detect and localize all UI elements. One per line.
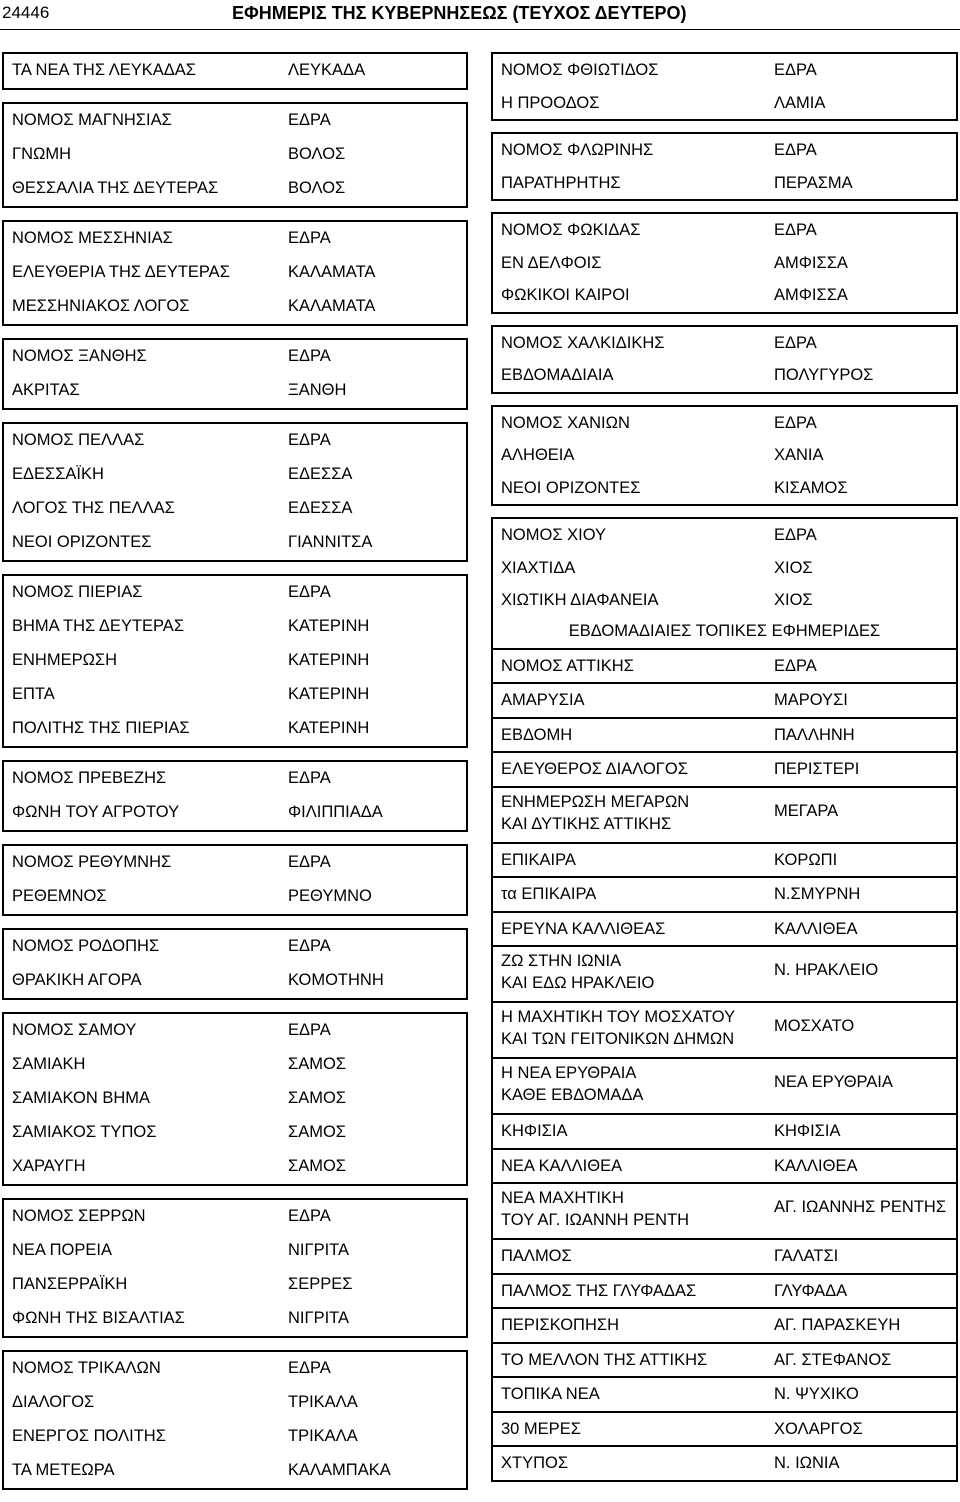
newspaper-location: ΕΔΡΑ [774, 61, 817, 79]
newspaper-name: ΑΜΑΡΥΣΙΑ [501, 691, 585, 709]
section-heading-row [493, 617, 956, 648]
newspaper-location: ΕΔΡΑ [288, 853, 331, 871]
newspaper-location: ΝΙΓΡΙΤΑ [288, 1309, 350, 1327]
newspaper-name: ΝΟΜΟΣ ΧΑΛΚΙΔΙΚΗΣ [501, 333, 665, 352]
table-row [4, 1268, 466, 1302]
newspaper-name: ΣΑΜΙΑΚΗ [12, 1055, 86, 1073]
newspaper-name: ΘΡΑΚΙΚΗ ΑΓΟΡΑ [12, 971, 142, 989]
newspaper-location: ΠΕΡΙΣΤΕΡΙ [774, 760, 860, 778]
newspaper-name: ΝΟΜΟΣ ΦΛΩΡΙΝΗΣ [501, 141, 654, 159]
newspaper-location: ΣΑΜΟΣ [288, 1089, 346, 1107]
newspaper-name: ΧΑΡΑΥΓΗ [12, 1157, 86, 1175]
newspaper-name: ΝΟΜΟΣ ΑΤΤΙΚΗΣ [501, 656, 634, 675]
page-title: ΕΦΗΜΕΡΙΣ ΤΗΣ ΚΥΒΕΡΝΗΣΕΩΣ (ΤΕΥΧΟΣ ΔΕΥΤΕΡΟ) [232, 3, 687, 23]
table-row [493, 682, 956, 717]
prefecture-block [2, 844, 468, 916]
newspaper-name: ΠΑΛΜΟΣ [501, 1247, 572, 1265]
header-rule [0, 29, 960, 30]
table-row [493, 327, 956, 360]
newspaper-name: ΓΝΩΜΗ [12, 145, 71, 163]
newspaper-name: ΦΩΝΗ ΤΟΥ ΑΓΡΟΤΟΥ [12, 803, 180, 821]
table-row [493, 87, 956, 120]
table-row [4, 492, 466, 526]
newspaper-name: ΝΟΜΟΣ ΤΡΙΚΑΛΩΝ [12, 1359, 161, 1377]
table-row [493, 717, 956, 752]
prefecture-block [2, 928, 468, 1000]
newspaper-name: τα ΕΠΙΚΑΙΡΑ [501, 885, 597, 903]
table-row [493, 1445, 956, 1480]
newspaper-location: ΜΕΓΑΡΑ [774, 801, 839, 820]
newspaper-name: ΕΒΔΟΜΑΔΙΑΙΑ [501, 366, 614, 384]
table-row [4, 678, 466, 712]
newspaper-name: ΠΑΡΑΤΗΡΗΤΗΣ [501, 173, 621, 192]
table-row [4, 576, 466, 610]
table-row [4, 172, 466, 206]
table-row [4, 846, 466, 880]
newspaper-name: ΝΟΜΟΣ ΠΡΕΒΕΖΗΣ [12, 769, 167, 787]
newspaper-location: ΕΔΕΣΣΑ [288, 499, 353, 517]
newspaper-name: ΝΕΟΙ ΟΡΙΖΟΝΤΕΣ [501, 478, 641, 497]
table-row [493, 247, 956, 280]
table-row [4, 1150, 466, 1184]
table-row [493, 1273, 956, 1308]
table-row [493, 214, 956, 247]
table-row [4, 644, 466, 678]
newspaper-name: ΦΩΝΗ ΤΗΣ ΒΙΣΑΛΤΙΑΣ [12, 1309, 185, 1327]
newspaper-location: ΣΑΜΟΣ [288, 1055, 346, 1073]
newspaper-location: ΤΡΙΚΑΛΑ [288, 1427, 358, 1445]
newspaper-name: ΝΟΜΟΣ ΠΕΛΛΑΣ [12, 431, 145, 449]
prefecture-block [2, 102, 468, 208]
newspaper-location: ΕΔΡΑ [288, 769, 331, 787]
newspaper-location: ΓΛΥΦΑΔΑ [774, 1281, 848, 1300]
prefecture-block [491, 132, 958, 201]
table-row [4, 374, 466, 408]
newspaper-name: ΠΕΡΙΣΚΟΠΗΣΗ [501, 1316, 619, 1334]
newspaper-location: ΕΔΡΑ [774, 413, 817, 432]
table-row [493, 786, 956, 842]
table-row [4, 1116, 466, 1150]
prefecture-block [491, 52, 958, 121]
newspaper-location: ΣΑΜΟΣ [288, 1123, 346, 1141]
table-row [4, 526, 466, 560]
newspaper-location: ΕΔΡΑ [288, 583, 331, 601]
prefecture-block [2, 1012, 468, 1186]
table-row [4, 762, 466, 796]
table-row [4, 610, 466, 644]
newspaper-name: ΕΝΗΜΕΡΩΣΗ ΜΕΓΑΡΩΝ ΚΑΙ ΔΥΤΙΚΗΣ ΑΤΤΙΚΗΣ [501, 792, 690, 833]
table-row [4, 54, 466, 88]
newspaper-location: ΚΑΤΕΡΙΝΗ [288, 617, 370, 635]
prefecture-block [2, 422, 468, 562]
table-row [4, 1302, 466, 1336]
newspaper-location: ΡΕΘΥΜΝΟ [288, 887, 372, 905]
table-row [493, 1148, 956, 1183]
newspaper-name: ΕΔΕΣΣΑΪΚΗ [12, 465, 104, 483]
prefecture-block [2, 220, 468, 326]
newspaper-location: ΑΜΦΙΣΣΑ [774, 286, 848, 304]
newspaper-location: ΚΑΛΑΜΑΤΑ [288, 297, 376, 315]
newspaper-name: ΕΡΕΥΝΑ ΚΑΛΛΙΘΕΑΣ [501, 919, 666, 938]
newspaper-location: ΧΙΟΣ [774, 591, 813, 609]
newspaper-location: ΑΓ. ΣΤΕΦΑΝΟΣ [774, 1350, 892, 1369]
newspaper-name: ΕΝ ΔΕΛΦΟΙΣ [501, 253, 602, 272]
table-row [493, 1411, 956, 1446]
newspaper-location: ΑΜΦΙΣΣΑ [774, 253, 848, 272]
newspaper-location: ΚΙΣΑΜΟΣ [774, 478, 848, 497]
newspaper-name: ΝΟΜΟΣ ΦΩΚΙΔΑΣ [501, 221, 641, 239]
newspaper-name: ΝΟΜΟΣ ΞΑΝΘΗΣ [12, 347, 147, 365]
newspaper-location: ΞΑΝΘΗ [288, 381, 347, 399]
newspaper-location: ΑΓ. ΙΩΑΝΝΗΣ ΡΕΝΤΗΣ [774, 1198, 947, 1216]
newspaper-name: ΝΕΑ ΜΑΧΗΤΙΚΗ ΤΟΥ ΑΓ. ΙΩΑΝΝΗ ΡΕΝΤΗ [501, 1189, 690, 1229]
newspaper-location: ΚΟΜΟΤΗΝΗ [288, 971, 384, 989]
newspaper-name: ΝΟΜΟΣ ΜΕΣΣΗΝΙΑΣ [12, 229, 173, 247]
newspaper-name: ΔΙΑΛΟΓΟΣ [12, 1393, 95, 1411]
table-row [4, 1014, 466, 1048]
prefecture-block [491, 212, 958, 314]
newspaper-location: ΚΑΤΕΡΙΝΗ [288, 651, 370, 669]
table-row [493, 1342, 956, 1377]
newspaper-location: ΧΑΝΙΑ [774, 446, 824, 464]
table-row [4, 222, 466, 256]
table-row [4, 796, 466, 830]
newspaper-name: ΧΙΑΧΤΙΔΑ [501, 558, 576, 577]
newspaper-location: Ν. ΗΡΑΚΛΕΙΟ [774, 961, 879, 979]
prefecture-block [2, 574, 468, 748]
newspaper-name: ΕΛΕΥΘΕΡΙΑ ΤΗΣ ΔΕΥΤΕΡΑΣ [12, 263, 230, 281]
table-row [4, 930, 466, 964]
table-row [4, 1386, 466, 1420]
newspaper-location: ΠΟΛΥΓΥΡΟΣ [774, 366, 874, 384]
prefecture-block [2, 1350, 468, 1490]
newspaper-location: ΠΑΛΛΗΝΗ [774, 725, 855, 744]
newspaper-location: ΕΔΡΑ [288, 229, 331, 247]
table-row [493, 134, 956, 167]
page-number: 24446 [2, 3, 50, 22]
newspaper-name: ΕΝΕΡΓΟΣ ΠΟΛΙΤΗΣ [12, 1427, 166, 1445]
newspaper-location: ΕΔΕΣΣΑ [288, 465, 353, 483]
newspaper-name: ΠΑΛΜΟΣ ΤΗΣ ΓΛΥΦΑΔΑΣ [501, 1281, 697, 1300]
newspaper-name: ΠΑΝΣΕΡΡΑΪΚΗ [12, 1275, 128, 1293]
newspaper-location: Ν.ΣΜΥΡΝΗ [774, 885, 861, 903]
prefecture-block [2, 338, 468, 410]
table-row [4, 104, 466, 138]
newspaper-name: ΧΙΩΤΙΚΗ ΔΙΑΦΑΝΕΙΑ [501, 591, 659, 609]
table-row [4, 290, 466, 324]
newspaper-location: ΕΔΡΑ [774, 526, 817, 544]
newspaper-name: ΧΤΥΠΟΣ [501, 1454, 569, 1472]
table-row [493, 1238, 956, 1273]
table-row [4, 1352, 466, 1386]
newspaper-location: ΕΔΡΑ [288, 937, 331, 955]
newspaper-location: ΕΔΡΑ [774, 333, 817, 352]
prefecture-block [2, 52, 468, 90]
newspaper-location: ΜΑΡΟΥΣΙ [774, 691, 848, 709]
newspaper-name: 30 ΜΕΡΕΣ [501, 1419, 581, 1438]
table-row [4, 1454, 466, 1488]
newspaper-name: ΝΟΜΟΣ ΡΟΔΟΠΗΣ [12, 937, 160, 955]
newspaper-name: ΝΟΜΟΣ ΜΑΓΝΗΣΙΑΣ [12, 111, 172, 129]
newspaper-name: Η ΠΡΟΟΔΟΣ [501, 93, 600, 112]
table-row [493, 1057, 956, 1113]
newspaper-location: ΚΑΤΕΡΙΝΗ [288, 685, 370, 703]
newspaper-location: ΝΙΓΡΙΤΑ [288, 1241, 350, 1259]
newspaper-name: ΝΟΜΟΣ ΣΑΜΟΥ [12, 1021, 137, 1039]
table-row [493, 1113, 956, 1148]
newspaper-location: ΕΔΡΑ [774, 656, 817, 675]
newspaper-location: ΣΕΡΡΕΣ [288, 1275, 353, 1293]
newspaper-name: ΑΚΡΙΤΑΣ [12, 381, 80, 399]
table-row [493, 842, 956, 877]
table-row [4, 712, 466, 746]
newspaper-location: ΚΟΡΩΠΙ [774, 850, 838, 869]
newspaper-name: Η ΜΑΧΗΤΙΚΗ ΤΟΥ ΜΟΣΧΑΤΟΥ ΚΑΙ ΤΩΝ ΓΕΙΤΟΝΙΚΩΝ ΔΗΜΩΝ [501, 1008, 736, 1048]
newspaper-location: ΕΔΡΑ [288, 1021, 331, 1039]
newspaper-location: ΕΔΡΑ [774, 221, 817, 239]
newspaper-name: ΦΩΚΙΚΟΙ ΚΑΙΡΟΙ [501, 286, 630, 304]
table-row [493, 54, 956, 87]
table-row [4, 256, 466, 290]
newspaper-location: ΚΑΛΛΙΘΕΑ [774, 1156, 858, 1175]
table-row [4, 1234, 466, 1268]
table-row [4, 340, 466, 374]
table-row [493, 911, 956, 946]
newspaper-name: ΡΕΘΕΜΝΟΣ [12, 887, 107, 905]
newspaper-name: ΖΩ ΣΤΗΝ ΙΩΝΙΑ ΚΑΙ ΕΔΩ ΗΡΑΚΛΕΙΟ [501, 952, 655, 992]
table-row [4, 458, 466, 492]
table-row [493, 1182, 956, 1238]
newspaper-location: ΚΑΤΕΡΙΝΗ [288, 719, 370, 737]
newspaper-name: ΑΛΗΘΕΙΑ [501, 446, 575, 464]
newspaper-location: ΕΔΡΑ [288, 1359, 331, 1377]
newspaper-name: ΝΟΜΟΣ ΧΙΟΥ [501, 526, 607, 544]
newspaper-location: ΦΙΛΙΠΠΙΑΔΑ [288, 803, 383, 821]
table-row [493, 945, 956, 1001]
newspaper-name: ΕΠΙΚΑΙΡΑ [501, 850, 576, 869]
newspaper-location: ΣΑΜΟΣ [288, 1157, 346, 1175]
newspaper-location: ΚΗΦΙΣΙΑ [774, 1122, 841, 1140]
table-row [4, 1082, 466, 1116]
table-row [4, 964, 466, 998]
newspaper-location: ΠΕΡΑΣΜΑ [774, 173, 853, 192]
newspaper-name: ΤΑ ΝΕΑ ΤΗΣ ΛΕΥΚΑΔΑΣ [12, 61, 196, 79]
section-heading: ΕΒΔΟΜΑΔΙΑΙΕΣ ΤΟΠΙΚΕΣ ΕΦΗΜΕΡΙΔΕΣ [568, 621, 881, 640]
table-row [493, 552, 956, 585]
newspaper-name: ΒΗΜΑ ΤΗΣ ΔΕΥΤΕΡΑΣ [12, 617, 185, 635]
newspaper-name: ΝΕΑ ΚΑΛΛΙΘΕΑ [501, 1156, 623, 1175]
newspaper-location: ΕΔΡΑ [288, 111, 331, 129]
newspaper-location: ΕΔΡΑ [288, 347, 331, 365]
newspaper-location: ΕΔΡΑ [288, 1207, 331, 1225]
table-row [493, 167, 956, 200]
table-row [4, 424, 466, 458]
table-row [493, 472, 956, 505]
newspaper-location: ΑΓ. ΠΑΡΑΣΚΕΥΗ [774, 1316, 901, 1334]
table-row [493, 648, 956, 683]
newspaper-location: ΒΟΛΟΣ [288, 179, 346, 197]
newspaper-location: ΜΟΣΧΑΤΟ [774, 1017, 855, 1035]
newspaper-location: Ν. ΙΩΝΙΑ [774, 1454, 840, 1472]
table-row [493, 876, 956, 911]
newspaper-location: ΝΕΑ ΕΡΥΘΡΑΙΑ [774, 1073, 893, 1091]
right-column [491, 52, 958, 1493]
table-row [493, 279, 956, 312]
newspaper-name: Η ΝΕΑ ΕΡΥΘΡΑΙΑ ΚΑΘΕ ΕΒΔΟΜΑΔΑ [501, 1064, 644, 1104]
newspaper-name: ΕΠΤΑ [12, 685, 55, 703]
newspaper-location: ΕΔΡΑ [774, 141, 817, 159]
table-row [493, 1376, 956, 1411]
table-row [493, 584, 956, 617]
newspaper-location: ΚΑΛΑΜΠΑΚΑ [288, 1461, 391, 1479]
left-column [2, 52, 468, 1502]
prefecture-block [491, 405, 958, 507]
newspaper-name: ΝΟΜΟΣ ΠΙΕΡΙΑΣ [12, 583, 143, 601]
newspaper-location: ΓΙΑΝΝΙΤΣΑ [288, 533, 373, 551]
newspaper-name: ΝΟΜΟΣ ΦΘΙΩΤΙΔΟΣ [501, 61, 659, 79]
table-row [4, 880, 466, 914]
prefecture-block [2, 1198, 468, 1338]
newspaper-name: ΣΑΜΙΑΚΟΣ ΤΥΠΟΣ [12, 1123, 157, 1141]
newspaper-name: ΤΟ ΜΕΛΛΟΝ ΤΗΣ ΑΤΤΙΚΗΣ [501, 1350, 708, 1369]
table-row [493, 519, 956, 552]
newspaper-name: ΤΟΠΙΚΑ ΝΕΑ [501, 1385, 600, 1403]
newspaper-location: ΧΙΟΣ [774, 558, 813, 577]
table-row [4, 1200, 466, 1234]
newspaper-location: ΤΡΙΚΑΛΑ [288, 1393, 358, 1411]
newspaper-name: ΕΒΔΟΜΗ [501, 725, 573, 744]
newspaper-location: ΚΑΛΛΙΘΕΑ [774, 919, 858, 938]
newspaper-name: ΝΟΜΟΣ ΣΕΡΡΩΝ [12, 1207, 146, 1225]
newspaper-name: ΕΝΗΜΕΡΩΣΗ [12, 651, 118, 669]
newspaper-name: ΝΕΟΙ ΟΡΙΖΟΝΤΕΣ [12, 533, 152, 551]
table-row [493, 439, 956, 472]
table-row [493, 1307, 956, 1342]
table-row [493, 407, 956, 440]
table-row [4, 1048, 466, 1082]
newspaper-location: ΧΟΛΑΡΓΟΣ [774, 1419, 863, 1438]
prefecture-block [2, 760, 468, 832]
newspaper-location: Ν. ΨΥΧΙΚΟ [774, 1385, 859, 1403]
newspaper-location: ΚΑΛΑΜΑΤΑ [288, 263, 376, 281]
newspaper-name: ΘΕΣΣΑΛΙΑ ΤΗΣ ΔΕΥΤΕΡΑΣ [12, 179, 219, 197]
newspaper-location: ΛΑΜΙΑ [774, 93, 826, 112]
table-row [493, 359, 956, 392]
newspaper-name: ΣΑΜΙΑΚΟΝ ΒΗΜΑ [12, 1089, 151, 1107]
newspaper-name: ΛΟΓΟΣ ΤΗΣ ΠΕΛΛΑΣ [12, 499, 175, 517]
newspaper-name: ΝΕΑ ΠΟΡΕΙΑ [12, 1241, 112, 1259]
table-row [493, 751, 956, 786]
newspaper-name: ΝΟΜΟΣ ΧΑΝΙΩΝ [501, 413, 630, 432]
newspaper-name: ΝΟΜΟΣ ΡΕΘΥΜΝΗΣ [12, 853, 172, 871]
table-row [493, 1001, 956, 1057]
table-row [4, 1420, 466, 1454]
newspaper-location: ΒΟΛΟΣ [288, 145, 346, 163]
chios-and-attica-block [491, 517, 958, 1482]
newspaper-name: ΚΗΦΙΣΙΑ [501, 1122, 568, 1140]
prefecture-block [491, 325, 958, 394]
newspaper-name: ΤΑ ΜΕΤΕΩΡΑ [12, 1461, 115, 1479]
newspaper-location: ΓΑΛΑΤΣΙ [774, 1247, 839, 1265]
table-row [4, 138, 466, 172]
newspaper-name: ΜΕΣΣΗΝΙΑΚΟΣ ΛΟΓΟΣ [12, 297, 190, 315]
newspaper-name: ΠΟΛΙΤΗΣ ΤΗΣ ΠΙΕΡΙΑΣ [12, 719, 190, 737]
newspaper-name: ΕΛΕΥΘΕΡΟΣ ΔΙΑΛΟΓΟΣ [501, 760, 688, 778]
newspaper-location: ΛΕΥΚΑΔΑ [288, 61, 366, 79]
newspaper-location: ΕΔΡΑ [288, 431, 331, 449]
